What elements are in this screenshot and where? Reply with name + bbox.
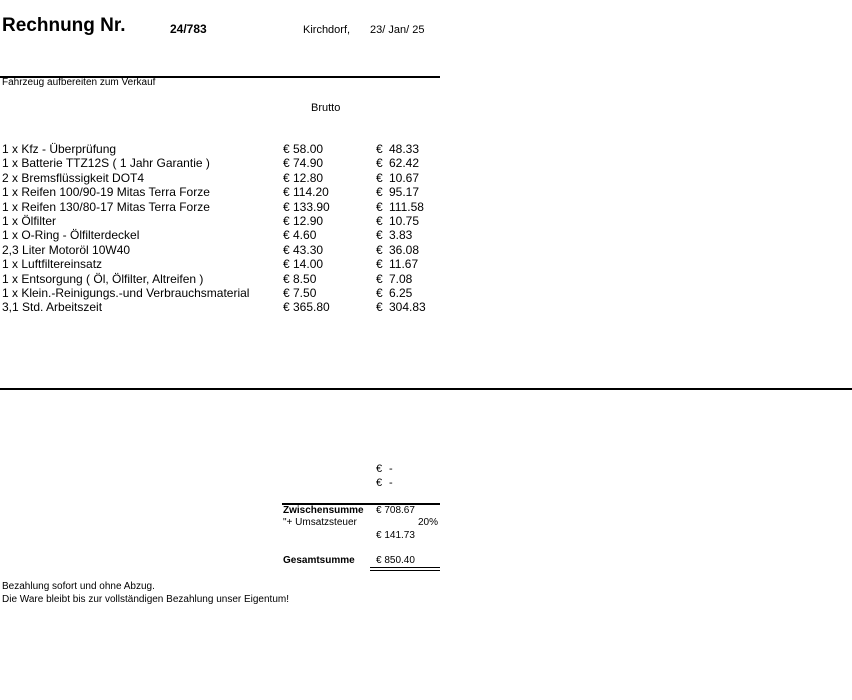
- line-item: [0, 185, 440, 199]
- line-item-brutto: € 12.90: [283, 213, 324, 228]
- line-item-brutto: € 7.50: [283, 285, 317, 300]
- line-item-netto-currency: €: [376, 213, 383, 228]
- line-item-netto: 304.83: [389, 300, 426, 315]
- invoice-number: 24/783: [170, 22, 207, 36]
- line-item-description: 1 x O-Ring - Ölfilterdeckel: [2, 228, 140, 243]
- line-item-netto: 95.17: [389, 185, 420, 200]
- line-item-brutto: € 14.00: [283, 257, 324, 272]
- line-item-netto: 111.58: [389, 199, 424, 214]
- invoice-subject: Fahrzeug aufbereiten zum Verkauf: [2, 77, 156, 88]
- total-label: Gesamtsumme: [283, 555, 355, 566]
- ownership-note: Die Ware bleibt bis zur vollständigen Bezahlung unser Eigentum!: [2, 594, 290, 605]
- line-item-netto-currency: €: [376, 199, 383, 214]
- line-item-brutto: € 74.90: [283, 156, 324, 171]
- line-item-netto-currency: €: [376, 185, 383, 200]
- line-item-netto: 62.42: [389, 156, 420, 171]
- subtotal-label: Zwischensumme: [283, 505, 364, 516]
- blank-row-value: -: [389, 477, 393, 489]
- line-item: [0, 286, 440, 300]
- line-item-brutto: € 43.30: [283, 242, 324, 257]
- line-item: [0, 156, 440, 170]
- line-item-brutto: € 133.90: [283, 199, 330, 214]
- line-item-netto-currency: €: [376, 285, 383, 300]
- line-item: [0, 272, 440, 286]
- line-item-netto-currency: €: [376, 156, 383, 171]
- tax-rate: 20%: [418, 517, 439, 528]
- line-item: [0, 243, 440, 257]
- subtotal-value: € 708.67: [376, 505, 415, 516]
- line-item-description: 3,1 Std. Arbeitszeit: [2, 300, 103, 315]
- line-item: [0, 214, 440, 228]
- line-item-description: 1 x Entsorgung ( Öl, Ölfilter, Altreifen ): [2, 271, 204, 286]
- line-item-netto-currency: €: [376, 271, 383, 286]
- line-item-description: 1 x Klein.-Reinigungs.-und Verbrauchsmaterial: [2, 285, 250, 300]
- invoice-date: 23/ Jan/ 25: [370, 24, 425, 36]
- blank-row-currency: €: [376, 477, 383, 489]
- line-item-description: 1 x Reifen 130/80-17 Mitas Terra Forze: [2, 199, 210, 214]
- line-items-list: [0, 142, 440, 315]
- line-item-netto-currency: €: [376, 228, 383, 243]
- line-item-netto: 36.08: [389, 242, 420, 257]
- line-item-netto: 7.08: [389, 271, 413, 286]
- line-item-brutto: € 4.60: [283, 228, 317, 243]
- invoice-title: Rechnung Nr.: [2, 15, 126, 36]
- blank-row-currency: €: [376, 463, 383, 475]
- line-item-netto-currency: €: [376, 242, 383, 257]
- line-item-netto-currency: €: [376, 257, 383, 272]
- line-item: [0, 142, 440, 156]
- line-item: [0, 300, 440, 314]
- line-item-description: 1 x Reifen 100/90-19 Mitas Terra Forze: [2, 185, 210, 200]
- line-item-netto-currency: €: [376, 300, 383, 315]
- section-divider: [0, 388, 852, 390]
- line-item-netto-currency: €: [376, 170, 383, 185]
- line-item-brutto: € 8.50: [283, 271, 317, 286]
- line-item-description: 2 x Bremsflüssigkeit DOT4: [2, 170, 145, 185]
- line-item-netto: 3.83: [389, 228, 413, 243]
- line-item: [0, 228, 440, 242]
- line-item-description: 1 x Ölfilter: [2, 213, 57, 228]
- line-item-netto: 48.33: [389, 142, 420, 156]
- line-item-netto: 6.25: [389, 285, 413, 300]
- line-item-netto: 10.75: [389, 213, 420, 228]
- line-item-netto: 11.67: [389, 257, 419, 272]
- tax-label: "+ Umsatzsteuer: [283, 517, 357, 528]
- line-item: [0, 171, 440, 185]
- column-header-brutto: Brutto: [311, 102, 341, 114]
- tax-value: € 141.73: [376, 530, 415, 541]
- line-item-brutto: € 12.80: [283, 170, 324, 185]
- blank-row-value: -: [389, 463, 393, 475]
- payment-note: Bezahlung sofort und ohne Abzug.: [2, 581, 155, 592]
- line-item: [0, 257, 440, 271]
- line-item: [0, 200, 440, 214]
- total-value: € 850.40: [376, 555, 415, 566]
- line-item-description: 2,3 Liter Motoröl 10W40: [2, 242, 131, 257]
- line-item-brutto: € 58.00: [283, 142, 324, 156]
- invoice-place: Kirchdorf,: [303, 24, 351, 36]
- line-item-netto-currency: €: [376, 142, 383, 156]
- line-item-brutto: € 365.80: [283, 300, 330, 315]
- total-double-underline: [370, 567, 440, 571]
- line-item-netto: 10.67: [389, 170, 420, 185]
- line-item-description: 1 x Luftfiltereinsatz: [2, 257, 103, 272]
- line-item-description: 1 x Batterie TTZ12S ( 1 Jahr Garantie ): [2, 156, 210, 171]
- line-item-description: 1 x Kfz - Überprüfung: [2, 142, 117, 156]
- line-item-brutto: € 114.20: [283, 185, 329, 200]
